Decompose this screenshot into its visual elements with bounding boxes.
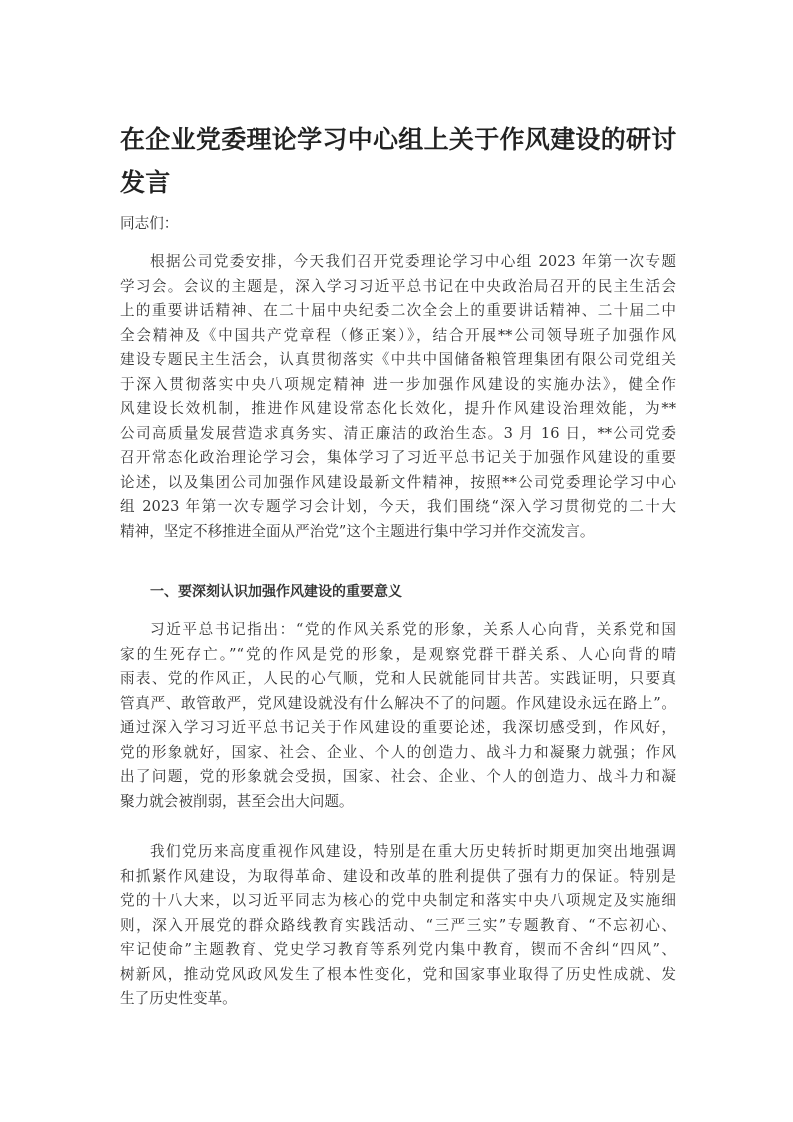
paragraph-line: 树新风，推动党风政风发生了根本性变化，党和国家事业取得了历史性成就、发 <box>120 965 676 983</box>
paragraph-line: 牢记使命”主题教育、党史学习教育等系列党内集中教育，锲而不舍纠“四风”、 <box>120 941 676 958</box>
salutation-text: 同志们： <box>120 215 179 232</box>
paragraph-line: 党的十八大来，以习近平同志为核心的党中央制定和落实中央八项规定及实施细 <box>120 892 676 909</box>
paragraph-line: 家的生死存亡。”“党的作风是党的形象，是观察党群干群关系、人心向背的晴 <box>120 645 676 663</box>
paragraph-line: 党的形象就好，国家、社会、企业、个人的创造力、战斗力和凝聚力就强；作风 <box>120 743 676 761</box>
paragraph-line: 出了问题，党的形象就会受损，国家、社会、企业、个人的创造力、战斗力和凝 <box>120 768 676 785</box>
section-heading <box>120 580 676 605</box>
paragraph-line: 习近平总书记指出：“党的作风关系党的形象，关系人心向背，关系党和国 <box>150 621 676 638</box>
paragraph-line: 则，深入开展党的群众路线教育实践活动、“三严三实”专题教育、“不忘初心、 <box>120 916 676 934</box>
paragraph-line: 上的重要讲话精神、在二十届中央纪委二次全会上的重要讲话精神、二十届二中 <box>120 302 676 319</box>
paragraph-line: 通过深入学习习近平总书记关于作风建设的重要论述，我深切感受到，作风好， <box>120 719 676 736</box>
salutation <box>120 212 676 237</box>
paragraph-3 <box>120 840 676 1012</box>
paragraph-line: 和抓紧作风建设，为取得革命、建设和改革的胜利提供了强有力的保证。特别是 <box>120 867 676 885</box>
paragraph-line: 召开常态化政治理论学习会，集体学习了习近平总书记关于加强作风建设的重要 <box>120 449 676 466</box>
paragraph-line: 于深入贯彻落实中央八项规定精神 进一步加强作风建设的实施办法》，健全作 <box>120 375 676 393</box>
paragraph-2 <box>120 618 676 814</box>
paragraph-line: 聚力就会被削弱，甚至会出大问题。 <box>120 792 354 810</box>
paragraph-line: 风建设长效机制，推进作风建设常态化长效化，提升作风建设治理效能，为** <box>120 400 676 417</box>
paragraph-line: 学习会。会议的主题是，深入学习习近平总书记在中央政治局召开的民主生活会 <box>120 277 676 295</box>
heading-text: 一、要深刻认识加强作风建设的重要意义 <box>150 584 402 600</box>
document-title: 在企业党委理论学习中心组上关于作风建设的研讨发言 <box>120 125 677 197</box>
paragraph-line: 组 2023 年第一次专题学习会计划，今天，我们围绕“深入学习贯彻党的二十大 <box>120 498 676 515</box>
paragraph-line: 精神，坚定不移推进全面从严治党”这个主题进行集中学习并作交流发言。 <box>120 522 595 540</box>
paragraph-line: 雨表、党的作风正，人民的心气顺，党和人民就能同甘共苦。实践证明，只要真 <box>120 670 676 687</box>
paragraph-line: 公司高质量发展营造求真务实、清正廉洁的政治生态。3 月 16 日，**公司党委 <box>120 424 676 442</box>
paragraph-line: 生了历史性变革。 <box>120 990 237 1007</box>
paragraph-line: 论述，以及集团公司加强作风建设最新文件精神，按照**公司党委理论学习中心 <box>120 473 676 491</box>
paragraph-line: 建设专题民主生活会，认真贯彻落实《中共中国储备粮管理集团有限公司党组关 <box>120 351 676 368</box>
paragraph-line: 全会精神及《中国共产党章程（修正案）》，结合开展**公司领导班子加强作风 <box>120 326 676 344</box>
paragraph-line: 管真严、敢管敢严，党风建设就没有什么解决不了的问题。作风建设永远在路上”。 <box>120 694 676 712</box>
paragraph-line: 我们党历来高度重视作风建设，特别是在重大历史转折时期更加突出地强调 <box>150 843 676 860</box>
paragraph-line: 根据公司党委安排，今天我们召开党委理论学习中心组 2023 年第一次专题 <box>150 253 676 270</box>
paragraph-1 <box>120 250 676 544</box>
